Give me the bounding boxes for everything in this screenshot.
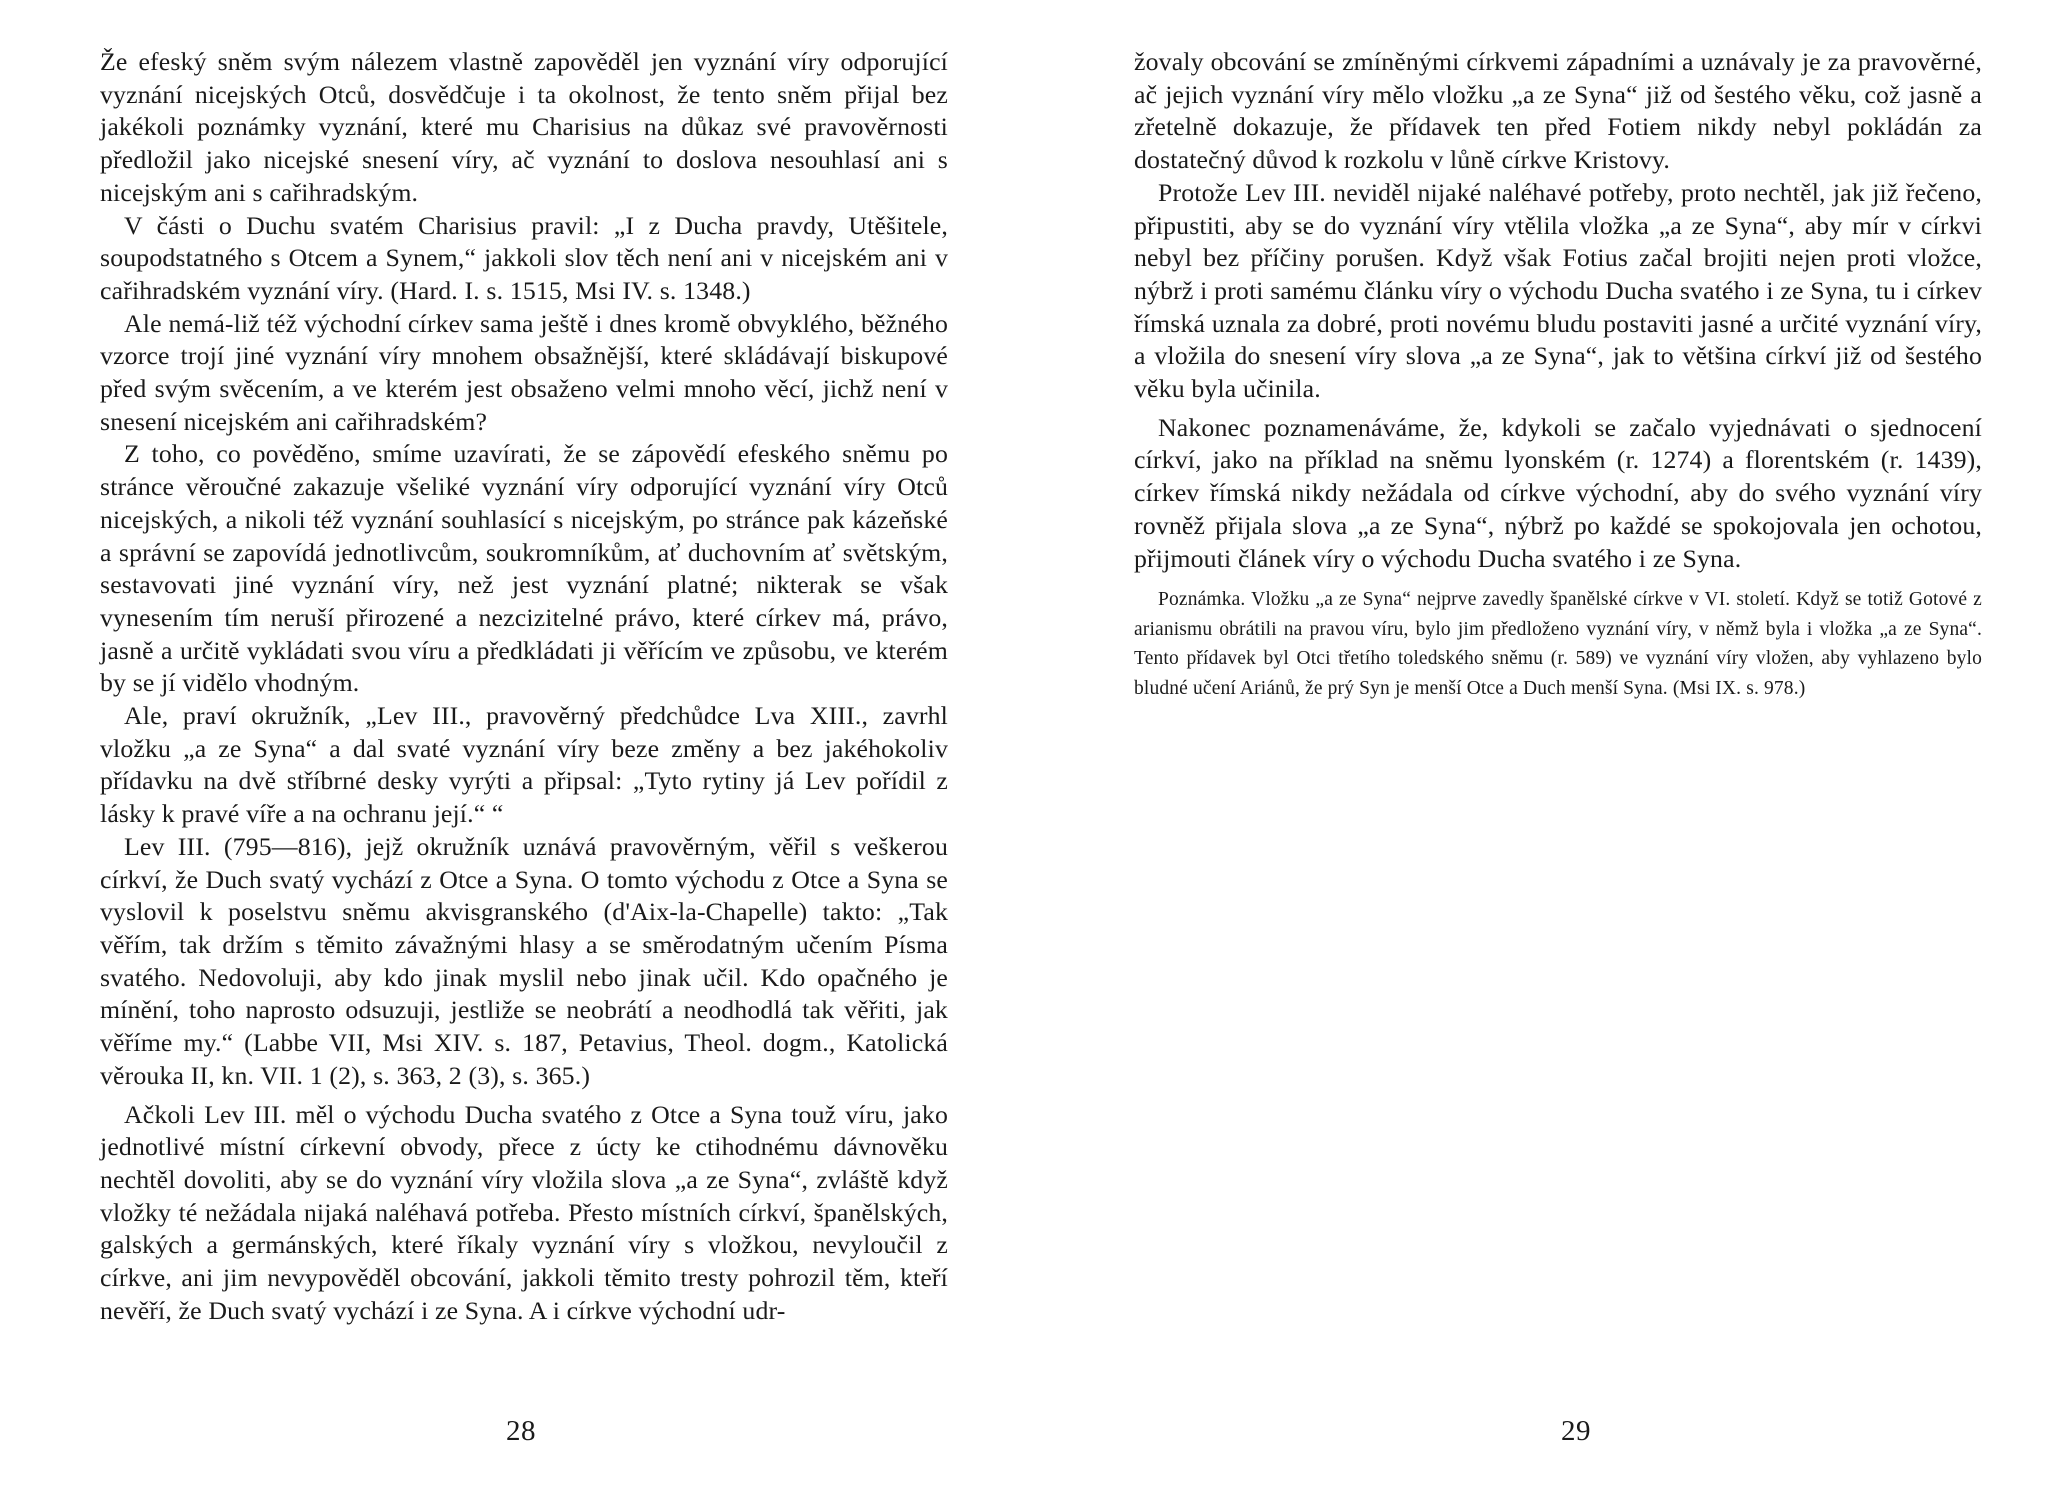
paragraph: žovaly obcování se zmíněnými církvemi západními a uznávaly je za pravověrné, ač jejich vyznání víry mělo vložku „a ze Syna“ již od šestého věku, což jasně a zřetelně dokazuje, že přídavek ten před Fotiem nikdy nebyl pokládán za dostatečný důvod k rozkolu v lůně církve Kristovy. [1134, 47, 1982, 175]
page-number: 28 [506, 1415, 536, 1447]
right-page-text [1134, 46, 1982, 703]
paragraph: V části o Duchu svatém Charisius pravil: „I z Ducha pravdy, Utěšitele, soupodstatného s Otcem a Synem,“ jakkoli slov těch není ani v nicejském ani v cařihradském vyznání víry. (Hard. I. s. 1515, Msi IV. s. 1348.) [100, 210, 948, 305]
page-number: 29 [1561, 1415, 1591, 1447]
footnote: Poznámka. Vložku „a ze Syna“ nejprve zavedly španělské církve v VI. století. Když se totiž Gotové z arianismu obrátili na pravou víru, bylo jim předloženo vyznání víry, v němž byla i vložka „a ze Syna“. Tento přídavek byl Otci třetího toledského sněmu (r. 589) ve vyznání víry vložen, aby vyhlazeno bylo bludné učení Ariánů, že prý Syn je menší Otce a Duch menší Syna. (Msi IX. s. 978.) [1134, 589, 1982, 699]
paragraph: Z toho, co pověděno, smíme uzavírati, že se zápovědí efeského sněmu po stránce věroučné zakazuje všeliké vyznání víry odporující vyznání víry Otců nicejských, a nikoli též vyznání souhlasící s nicejským, po stránce pak kázeňské a správní se zapovídá jednotlivcům, soukromníkům, ať duchovním ať světským, sestavovati jiné vyznání víry, než jest vyznání platné; nikterak se však vynesením tím neruší přirozené a nezcizitelné právo, které církev má, právo, jasně a určitě vykládati svou víru a předkládati ji věřícím ve způsobu, ve kterém by se jí vidělo vhodným. [100, 439, 948, 698]
paragraph: Lev III. (795—816), jejž okružník uznává pravověrným, věřil s veškerou církví, že Duch svatý vychází z Otce a Syna. O tomto východu z Otce a Syna se vyslovil k poselstvu sněmu akvisgranského (d'Aix-la-Chapelle) takto: „Tak věřím, tak držím s těmito závažnými hlasy a se směrodatným učením Písma svatého. Nedovoluji, aby kdo jinak myslil nebo jinak učil. Kdo opačného je mínění, toho naprosto odsuzuji, jestliže se neobrátí a neodhodlá tak věřiti, jak věříme my.“ (Labbe VII, Msi XIV. s. 187, Petavius, Theol. dogm., Katolická věrouka II, kn. VII. 1 (2), s. 363, 2 (3), s. 365.) [100, 831, 948, 1090]
paragraph: Ale, praví okružník, „Lev III., pravověrný předchůdce Lva XIII., zavrhl vložku „a ze Syna“ a dal svaté vyznání víry beze změny a bez jakéhokoliv přídavku na dvě stříbrné desky vyrýti a připsal: „Tyto rytiny já Lev pořídil z lásky k pravé víře a na ochranu její.“ “ [100, 701, 948, 829]
paragraph: Nakonec poznamenáváme, že, kdykoli se začalo vyjednávati o sjednocení církví, jako na příklad na sněmu lyonském (r. 1274) a florentském (r. 1439), církev římská nikdy nežádala od církve východní, aby do svého vyznání víry rovněž přijala slova „a ze Syna“, nýbrž po každé se spokojovala jen ochotou, přijmouti článek víry o východu Ducha svatého i ze Syna. [1134, 412, 1982, 573]
right-page [1036, 0, 2072, 1500]
paragraph: Ale nemá-liž též východní církev sama ještě i dnes kromě obvyklého, běžného vzorce trojí jiné vyznání víry mnohem obsažnější, které skládávají biskupové před svým svěcením, a ve kterém jest obsaženo velmi mnoho věcí, jichž není v snesení nicejském ani cařihradském? [100, 308, 948, 436]
paragraph: Že efeský sněm svým nálezem vlastně zapověděl jen vyznání víry odporující vyznání nicejských Otců, dosvědčuje i ta okolnost, že tento sněm přijal bez jakékoli poznámky vyznání, které mu Charisius na důkaz své pravověrnosti předložil jako nicejské snesení víry, ač vyznání to doslova nesouhlasí ani s nicejským ani s cařihradským. [100, 47, 948, 207]
paragraph: Protože Lev III. neviděl nijaké naléhavé potřeby, proto nechtěl, jak již řečeno, připustiti, aby se do vyznání víry vtělila vložka „a ze Syna“, aby mír v církvi nebyl bez příčiny porušen. Když však Fotius začal brojiti nejen proti vložce, nýbrž i proti samému článku víry o východu Ducha svatého i ze Syna, tu i církev římská uznala za dobré, proti novému bludu postaviti jasné a určité vyznání víry, a vložila do snesení víry slova „a ze Syna“, jak to většina církví již od šestého věku byla učinila. [1134, 177, 1982, 404]
paragraph: Ačkoli Lev III. měl o východu Ducha svatého z Otce a Syna touž víru, jako jednotlivé místní církevní obvody, přece z úcty ke ctihodnému dávnověku nechtěl dovoliti, aby se do vyznání víry vložila slova „a ze Syna“, zvláště když vložky té nežádala nijaká naléhavá potřeba. Přesto místních církví, španělských, galských a germánských, které říkaly vyznání víry s vložkou, nevyloučil z církve, ani jim nevypověděl obcování, jakkoli těmito tresty pohrozil těm, kteří nevěří, že Duch svatý vychází i ze Syna. A i církve východní udr- [100, 1099, 948, 1325]
left-page-text [100, 46, 948, 1327]
